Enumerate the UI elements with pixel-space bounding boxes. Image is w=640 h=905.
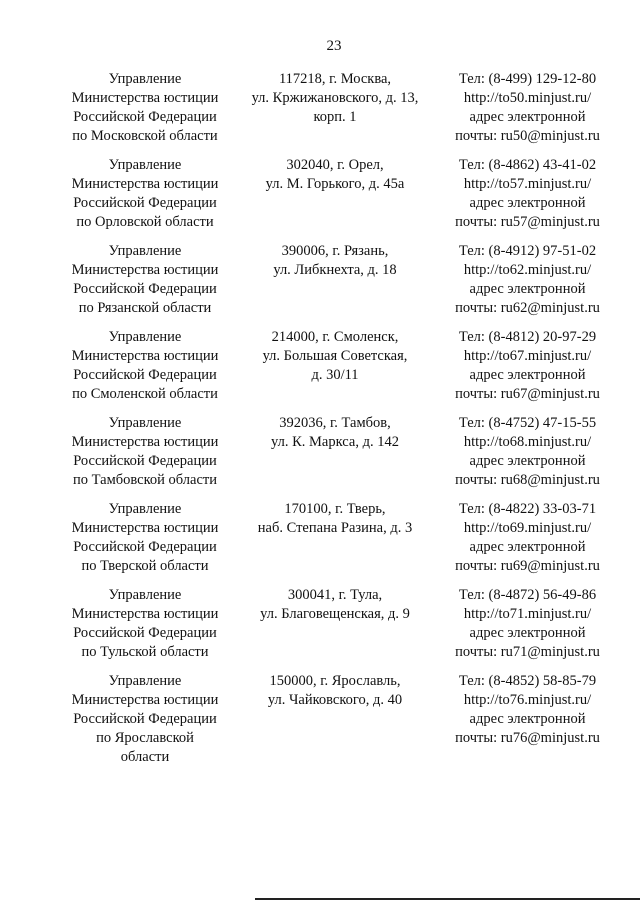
- org-line: Управление: [108, 71, 182, 87]
- email-label: адрес электронной: [469, 539, 586, 555]
- address-line: д. 30/11: [311, 367, 359, 383]
- org-line: по Ярославской: [96, 730, 194, 746]
- org-line: Российской Федерации: [73, 281, 217, 297]
- org-line: Управление: [108, 329, 182, 345]
- org-line: Российской Федерации: [73, 453, 217, 469]
- org-line: Министерства юстиции: [71, 606, 219, 622]
- org-cell: [40, 586, 250, 662]
- org-line: по Орловской области: [76, 214, 214, 230]
- contact-cell: [425, 500, 630, 576]
- email-link[interactable]: почты: ru69@minjust.ru: [455, 558, 600, 574]
- org-cell: [40, 70, 250, 146]
- address-line: наб. Степана Разина, д. 3: [257, 520, 413, 536]
- address-line: 390006, г. Рязань,: [281, 243, 389, 259]
- address-line: ул. Либкнехта, д. 18: [273, 262, 397, 278]
- email-link[interactable]: почты: ru62@minjust.ru: [455, 300, 600, 316]
- address-line: 117218, г. Москва,: [278, 71, 392, 87]
- org-line: Министерства юстиции: [71, 348, 219, 364]
- website-link[interactable]: http://to67.minjust.ru/: [463, 348, 592, 364]
- address-line: ул. Благовещенская, д. 9: [260, 606, 410, 622]
- contact-cell: [425, 156, 630, 232]
- org-line: по Рязанской области: [78, 300, 212, 316]
- org-line: Управление: [108, 243, 182, 259]
- org-cell: [40, 500, 250, 576]
- org-line: Управление: [108, 157, 182, 173]
- org-line: Управление: [108, 501, 182, 517]
- phone: Тел: (8-4822) 33-03-71: [458, 501, 597, 517]
- address-line: ул. Чайковского, д. 40: [267, 692, 403, 708]
- email-label: адрес электронной: [469, 281, 586, 297]
- address-line: 392036, г. Тамбов,: [279, 415, 391, 431]
- org-cell: [40, 242, 250, 318]
- email-link[interactable]: почты: ru57@minjust.ru: [455, 214, 600, 230]
- phone: Тел: (8-4912) 97-51-02: [458, 243, 597, 259]
- contact-cell: [425, 242, 630, 318]
- org-line: по Смоленской области: [72, 386, 218, 402]
- phone: Тел: (8-4752) 47-15-55: [458, 415, 597, 431]
- address-cell: [235, 586, 435, 624]
- website-link[interactable]: http://to71.minjust.ru/: [463, 606, 592, 622]
- website-link[interactable]: http://to57.minjust.ru/: [463, 176, 592, 192]
- contact-cell: [425, 672, 630, 748]
- org-line: по Тульской области: [81, 644, 209, 660]
- org-line: Российской Федерации: [73, 711, 217, 727]
- address-line: ул. Большая Советская,: [262, 348, 408, 364]
- contact-cell: [425, 70, 630, 146]
- phone: Тел: (8-4872) 56-49-86: [458, 587, 597, 603]
- email-link[interactable]: почты: ru71@minjust.ru: [455, 644, 600, 660]
- email-label: адрес электронной: [469, 453, 586, 469]
- org-cell: [40, 672, 250, 767]
- table-row: [40, 70, 630, 156]
- org-line: по Тверской области: [81, 558, 209, 574]
- org-line: Российской Федерации: [73, 625, 217, 641]
- phone: Тел: (8-499) 129-12-80: [458, 71, 597, 87]
- org-line: области: [120, 749, 170, 765]
- org-line: Министерства юстиции: [71, 520, 219, 536]
- org-line: Министерства юстиции: [71, 90, 219, 106]
- address-line: 150000, г. Ярославль,: [269, 673, 401, 689]
- address-cell: [235, 414, 435, 452]
- directory-table: [40, 70, 630, 772]
- org-line: Управление: [108, 673, 182, 689]
- org-line: по Тамбовской области: [73, 472, 217, 488]
- website-link[interactable]: http://to76.minjust.ru/: [463, 692, 592, 708]
- phone: Тел: (8-4862) 43-41-02: [458, 157, 597, 173]
- email-label: адрес электронной: [469, 625, 586, 641]
- bottom-rule: [255, 898, 640, 900]
- phone: Тел: (8-4812) 20-97-29: [458, 329, 597, 345]
- table-row: [40, 500, 630, 586]
- address-line: 302040, г. Орел,: [286, 157, 384, 173]
- email-label: адрес электронной: [469, 109, 586, 125]
- org-cell: [40, 328, 250, 404]
- address-cell: [235, 70, 435, 127]
- address-line: 214000, г. Смоленск,: [271, 329, 399, 345]
- website-link[interactable]: http://to62.minjust.ru/: [463, 262, 592, 278]
- address-line: ул. К. Маркса, д. 142: [271, 434, 399, 450]
- email-label: адрес электронной: [469, 711, 586, 727]
- contact-cell: [425, 586, 630, 662]
- table-row: [40, 156, 630, 242]
- email-label: адрес электронной: [469, 195, 586, 211]
- address-line: 300041, г. Тула,: [287, 587, 383, 603]
- org-line: Управление: [108, 415, 182, 431]
- address-line: 170100, г. Тверь,: [284, 501, 386, 517]
- org-line: Российской Федерации: [73, 109, 217, 125]
- page-number: 23: [326, 38, 342, 54]
- email-link[interactable]: почты: ru68@minjust.ru: [455, 472, 600, 488]
- website-link[interactable]: http://to69.minjust.ru/: [463, 520, 592, 536]
- table-row: [40, 672, 630, 772]
- org-cell: [40, 156, 250, 232]
- org-line: Российской Федерации: [73, 195, 217, 211]
- org-line: Министерства юстиции: [71, 692, 219, 708]
- contact-cell: [425, 328, 630, 404]
- email-link[interactable]: почты: ru67@minjust.ru: [455, 386, 600, 402]
- contact-cell: [425, 414, 630, 490]
- address-cell: [235, 672, 435, 710]
- org-line: Российской Федерации: [73, 367, 217, 383]
- email-link[interactable]: почты: ru76@minjust.ru: [455, 730, 600, 746]
- org-line: Министерства юстиции: [71, 262, 219, 278]
- website-link[interactable]: http://to68.minjust.ru/: [463, 434, 592, 450]
- table-row: [40, 586, 630, 672]
- org-line: по Московской области: [72, 128, 218, 144]
- table-row: [40, 328, 630, 414]
- address-line: ул. М. Горького, д. 45а: [265, 176, 405, 192]
- address-cell: [235, 156, 435, 194]
- org-line: Министерства юстиции: [71, 434, 219, 450]
- org-cell: [40, 414, 250, 490]
- website-link[interactable]: http://to50.minjust.ru/: [463, 90, 592, 106]
- phone: Тел: (8-4852) 58-85-79: [458, 673, 597, 689]
- address-line: ул. Кржижановского, д. 13,: [251, 90, 419, 106]
- org-line: Российской Федерации: [73, 539, 217, 555]
- email-link[interactable]: почты: ru50@minjust.ru: [455, 128, 600, 144]
- table-row: [40, 414, 630, 500]
- org-line: Министерства юстиции: [71, 176, 219, 192]
- address-cell: [235, 328, 435, 385]
- email-label: адрес электронной: [469, 367, 586, 383]
- address-cell: [235, 242, 435, 280]
- address-line: корп. 1: [313, 109, 357, 125]
- table-row: [40, 242, 630, 328]
- org-line: Управление: [108, 587, 182, 603]
- address-cell: [235, 500, 435, 538]
